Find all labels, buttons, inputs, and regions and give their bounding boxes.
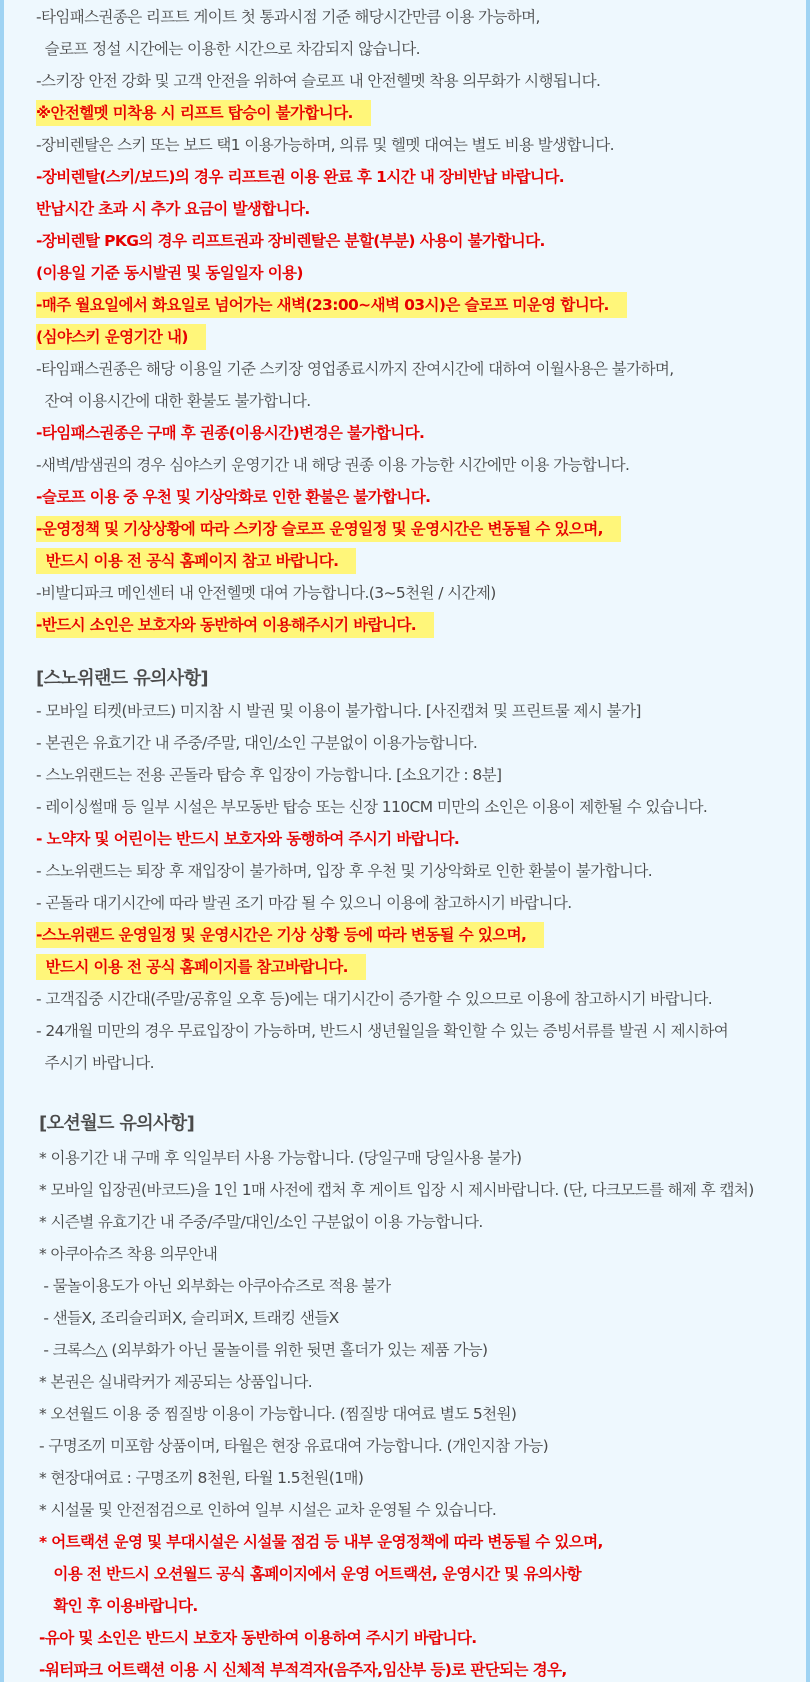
timepass-notice-line: -장비렌탈(스키/보드)의 경우 리프트권 이용 완료 후 1시간 내 장비반납 바랍니다. [36,168,565,186]
timepass-notice-highlighted-line: 반드시 이용 전 공식 홈페이지 참고 바랍니다. [36,548,356,574]
oceanworld-notice-line: 확인 후 이용바랍니다. [39,1597,198,1615]
timepass-notice-highlighted-line: -매주 월요일에서 화요일로 넘어가는 새벽(23:00~새벽 03시)은 슬로프 미운영 합니다. [36,292,627,318]
timepass-notice-line: 잔여 이용시간에 대한 환불도 불가합니다. [36,392,311,410]
oceanworld-notice-line: 이용 전 반드시 오션월드 공식 홈페이지에서 운영 어트랙션, 운영시간 및 유의사항 [39,1565,581,1583]
oceanworld-notice-line: * 어트랙션 운영 및 부대시설은 시설물 점검 등 내부 운영정책에 따라 변동될 수 있으며, [39,1533,603,1551]
snowyland-notice-line: - 스노위랜드는 전용 곤돌라 탑승 후 입장이 가능합니다. [소요기간 : 8분] [36,766,502,784]
timepass-notice-line: -타임패스권종은 리프트 게이트 첫 통과시점 기준 해당시간만큼 이용 가능하며, [36,8,540,26]
timepass-notice-line: -타임패스권종은 구매 후 권종(이용시간)변경은 불가합니다. [36,424,425,442]
timepass-notice-line: 슬로프 정설 시간에는 이용한 시간으로 차감되지 않습니다. [36,40,420,58]
oceanworld-notice-line: -워터파크 어트랙션 이용 시 신체적 부적격자(음주자,임산부 등)로 판단되는 경우, [39,1661,567,1679]
snowyland-notice-line: 주시기 바랍니다. [36,1054,154,1072]
snowyland-notice-line: - 24개월 미만의 경우 무료입장이 가능하며, 반드시 생년월일을 확인할 수 있는 증빙서류를 발권 시 제시하여 [36,1022,729,1040]
timepass-notice-line: -비발디파크 메인센터 내 안전헬멧 대여 가능합니다.(3~5천원 / 시간제) [36,584,496,602]
oceanworld-notice-line: - 샌들X, 조리슬리퍼X, 슬리퍼X, 트래킹 샌들X [39,1309,339,1327]
timepass-notice-highlighted-line: -반드시 소인은 보호자와 동반하여 이용해주시기 바랍니다. [36,612,434,638]
oceanworld-notice-line: * 이용기간 내 구매 후 익일부터 사용 가능합니다. (당일구매 당일사용 불가) [39,1149,522,1167]
oceanworld-notice-line: - 구명조끼 미포함 상품이며, 타월은 현장 유료대여 가능합니다. (개인지참 가능) [39,1437,549,1455]
snowyland-notice-highlighted-line: 반드시 이용 전 공식 홈페이지를 참고바랍니다. [36,954,366,980]
timepass-notice-line: (이용일 기준 동시발권 및 동일일자 이용) [36,264,303,282]
timepass-notice-line: -장비렌탈 PKG의 경우 리프트권과 장비렌탈은 분할(부분) 사용이 불가합니다. [36,232,545,250]
oceanworld-notice-line: * 현장대여료 : 구명조끼 8천원, 타월 1.5천원(1매) [39,1469,364,1487]
snowyland-notice-line: - 모바일 티켓(바코드) 미지참 시 발권 및 이용이 불가합니다. [사진캡쳐 및 프린트물 제시 불가] [36,702,641,720]
timepass-notice-highlighted-line: -운영정책 및 기상상황에 따라 스키장 슬로프 운영일정 및 운영시간은 변동될 수 있으며, [36,516,621,542]
timepass-notice-line: -타임패스권종은 해당 이용일 기준 스키장 영업종료시까지 잔여시간에 대하여 이월사용은 불가하며, [36,360,674,378]
snowyland-title: [스노위랜드 유의사항] [36,668,209,689]
timepass-notice-highlighted-line: ※안전헬멧 미착용 시 리프트 탑승이 불가합니다. [36,100,371,126]
timepass-notice-line: -슬로프 이용 중 우천 및 기상악화로 인한 환불은 불가합니다. [36,488,431,506]
oceanworld-notice-line: - 크록스△ (외부화가 아닌 물놀이를 위한 뒷면 홀더가 있는 제품 가능) [39,1341,488,1359]
snowyland-notice-line: - 스노위랜드는 퇴장 후 재입장이 불가하며, 입장 후 우천 및 기상악화로 인한 환불이 불가합니다. [36,862,653,880]
snowyland-notice-line: - 곤돌라 대기시간에 따라 발권 조기 마감 될 수 있으니 이용에 참고하시기 바랍니다. [36,894,572,912]
snowyland-notice-line: - 본권은 유효기간 내 주중/주말, 대인/소인 구분없이 이용가능합니다. [36,734,478,752]
oceanworld-notice-line: -유아 및 소인은 반드시 보호자 동반하여 이용하여 주시기 바랍니다. [39,1629,477,1647]
snowyland-notice-line: - 고객집중 시간대(주말/공휴일 오후 등)에는 대기시간이 증가할 수 있으므로 이용에 참고하시기 바랍니다. [36,990,713,1008]
timepass-notice-highlighted-line: (심야스키 운영기간 내) [36,324,206,350]
snowyland-notice-line: - 노약자 및 어린이는 반드시 보호자와 동행하여 주시기 바랍니다. [36,830,460,848]
timepass-notice-line: -스키장 안전 강화 및 고객 안전을 위하여 슬로프 내 안전헬멧 착용 의무화가 시행됩니다. [36,72,601,90]
snowyland-notice-line: - 레이싱썰매 등 일부 시설은 부모동반 탑승 또는 신장 110CM 미만의 소인은 이용이 제한될 수 있습니다. [36,798,708,816]
oceanworld-notice-line: * 모바일 입장권(바코드)을 1인 1매 사전에 캡처 후 게이트 입장 시 제시바랍니다. (단, 다크모드를 해제 후 캡처) [39,1181,754,1199]
oceanworld-notice-line: * 오션월드 이용 중 찜질방 이용이 가능합니다. (찜질방 대여료 별도 5천원) [39,1405,517,1423]
timepass-notice-line: -장비렌탈은 스키 또는 보드 택1 이용가능하며, 의류 및 헬멧 대여는 별도 비용 발생합니다. [36,136,614,154]
oceanworld-notice-line: * 아쿠아슈즈 착용 의무안내 [39,1245,218,1263]
oceanworld-title: [오션월드 유의사항] [39,1113,195,1134]
oceanworld-notice-line: * 시즌별 유효기간 내 주중/주말/대인/소인 구분없이 이용 가능합니다. [39,1213,483,1231]
oceanworld-notice-line: * 본권은 실내락커가 제공되는 상품입니다. [39,1373,313,1391]
oceanworld-notice-line: * 시설물 및 안전점검으로 인하여 일부 시설은 교차 운영될 수 있습니다. [39,1501,497,1519]
oceanworld-notice-line: - 물놀이용도가 아닌 외부화는 아쿠아슈즈로 적용 불가 [39,1277,391,1295]
timepass-notice-line: 반납시간 초과 시 추가 요금이 발생합니다. [36,200,310,218]
snowyland-notice-highlighted-line: -스노위랜드 운영일정 및 운영시간은 기상 상황 등에 따라 변동될 수 있으며, [36,922,544,948]
timepass-notice-line: -새벽/밤샘권의 경우 심야스키 운영기간 내 해당 권종 이용 가능한 시간에만 이용 가능합니다. [36,456,630,474]
